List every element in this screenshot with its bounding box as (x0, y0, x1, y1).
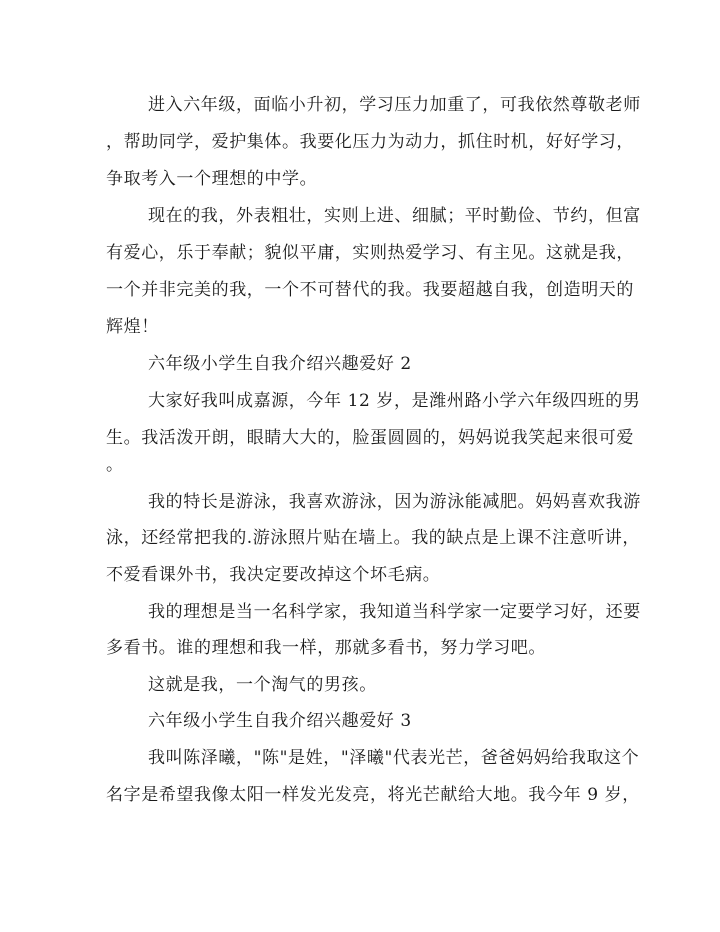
text-line: 生。我活泼开朗，眼睛大大的，脸蛋圆圆的，妈妈说我笑起来很可爱 (106, 428, 634, 448)
text-line: 。 (106, 455, 124, 475)
text-line: 多看书。谁的理想和我一样，那就多看书，努力学习吧。 (106, 638, 546, 658)
text-line: 辉煌！ (106, 317, 159, 337)
section-heading: 六年级小学生自我介绍兴趣爱好 3 (148, 711, 412, 731)
text-line: 现在的我，外表粗壮，实则上进、细腻；平时勤俭、节约，但富 (148, 206, 641, 226)
text-line: 一个并非完美的我，一个不可替代的我。我要超越自我，创造明天的 (106, 280, 634, 300)
text-line: ，帮助同学，爱护集体。我要化压力为动力，抓住时机，好好学习， (106, 132, 634, 152)
text-line: 有爱心，乐于奉献；貌似平庸，实则热爱学习、有主见。这就是我， (106, 243, 634, 263)
text-line: 这就是我，一个淘气的男孩。 (148, 675, 377, 695)
text-line: 名字是希望我像太阳一样发光发亮，将光芒献给大地。我今年 9 岁， (106, 785, 640, 805)
text-line: 不爱看课外书，我决定要改掉这个坏毛病。 (106, 565, 441, 585)
text-line: 我的理想是当一名科学家，我知道当科学家一定要学习好，还要 (148, 602, 641, 622)
text-line: 大家好我叫成嘉源，今年 12 岁，是潍州路小学六年级四班的男 (148, 391, 641, 411)
text-line: 泳，还经常把我的.游泳照片贴在墙上。我的缺点是上课不注意听讲， (106, 528, 641, 548)
text-line: 争取考入一个理想的中学。 (106, 169, 318, 189)
text-line: 我叫陈泽曦，"陈"是姓，"泽曦"代表光芒，爸爸妈妈给我取这个 (148, 748, 640, 768)
text-line: 进入六年级，面临小升初，学习压力加重了，可我依然尊敬老师 (148, 95, 641, 115)
text-line: 我的特长是游泳，我喜欢游泳，因为游泳能减肥。妈妈喜欢我游 (148, 492, 641, 512)
section-heading: 六年级小学生自我介绍兴趣爱好 2 (148, 354, 412, 374)
